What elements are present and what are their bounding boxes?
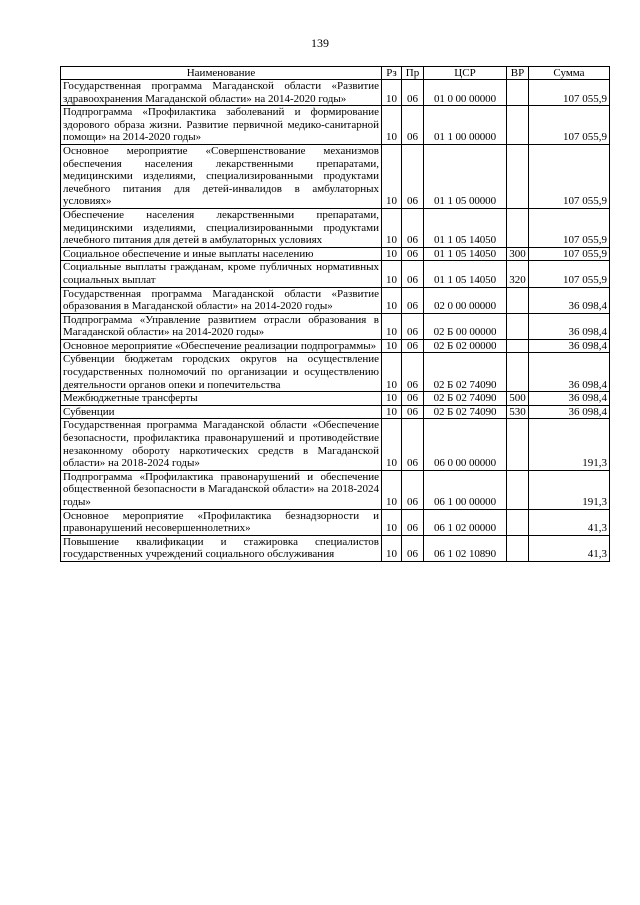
cell-name: Государственная программа Магаданской области «Обеспечение безопасности, профилактика правонарушений и противодействие незаконному обороту наркотических средств в Магаданской области» на 2018-2024 годы» (61, 419, 382, 470)
cell-sum: 191,3 (529, 470, 610, 509)
cell-rz: 10 (382, 405, 402, 419)
table-row (61, 392, 610, 406)
cell-pr: 06 (402, 106, 424, 145)
cell-vr (507, 80, 529, 106)
cell-vr (507, 419, 529, 470)
cell-csr: 06 1 02 00000 (424, 509, 507, 535)
cell-pr: 06 (402, 470, 424, 509)
cell-pr: 06 (402, 353, 424, 392)
cell-pr: 06 (402, 419, 424, 470)
table-row (61, 287, 610, 313)
cell-csr: 02 Б 02 74090 (424, 405, 507, 419)
cell-sum: 36 098,4 (529, 353, 610, 392)
cell-vr (507, 313, 529, 339)
cell-name: Повышение квалификации и стажировка специалистов государственных учреждений социального обслуживания (61, 535, 382, 561)
cell-name: Субвенции бюджетам городских округов на осуществление государственных полномочий по организации и осуществлению деятельности органов опеки и попечительства (61, 353, 382, 392)
cell-rz: 10 (382, 106, 402, 145)
cell-sum: 107 055,9 (529, 247, 610, 261)
cell-pr: 06 (402, 261, 424, 287)
cell-sum: 107 055,9 (529, 106, 610, 145)
table-row (61, 144, 610, 208)
cell-pr: 06 (402, 208, 424, 247)
cell-pr: 06 (402, 339, 424, 353)
cell-csr: 01 1 05 14050 (424, 247, 507, 261)
table-row (61, 405, 610, 419)
cell-name: Подпрограмма «Профилактика заболеваний и формирование здорового образа жизни. Развитие первичной медико-санитарной помощи» на 2014-2020 годы» (61, 106, 382, 145)
cell-csr: 01 1 00 00000 (424, 106, 507, 145)
cell-csr: 02 Б 02 74090 (424, 353, 507, 392)
cell-name: Обеспечение населения лекарственными препаратами, медицинскими изделиями, специализированными продуктами лечебного питания для детей в амбулаторных условиях (61, 208, 382, 247)
header-csr: ЦСР (424, 67, 507, 80)
cell-rz: 10 (382, 392, 402, 406)
cell-csr: 06 1 02 10890 (424, 535, 507, 561)
cell-vr (507, 339, 529, 353)
page-number: 139 (311, 36, 329, 50)
cell-rz: 10 (382, 313, 402, 339)
budget-table (60, 66, 610, 562)
cell-pr: 06 (402, 535, 424, 561)
cell-rz: 10 (382, 261, 402, 287)
cell-name: Государственная программа Магаданской области «Развитие образования в Магаданской области» на 2014-2020 годы» (61, 287, 382, 313)
cell-sum: 107 055,9 (529, 80, 610, 106)
cell-pr: 06 (402, 144, 424, 208)
table-header-row (61, 67, 610, 80)
cell-csr: 01 0 00 00000 (424, 80, 507, 106)
cell-pr: 06 (402, 80, 424, 106)
table-row (61, 208, 610, 247)
cell-vr (507, 470, 529, 509)
cell-rz: 10 (382, 470, 402, 509)
table-row (61, 106, 610, 145)
header-rz: Рз (382, 67, 402, 80)
cell-vr (507, 287, 529, 313)
cell-vr (507, 208, 529, 247)
cell-csr: 06 0 00 00000 (424, 419, 507, 470)
table-row (61, 535, 610, 561)
cell-csr: 01 1 05 14050 (424, 261, 507, 287)
cell-name: Социальные выплаты гражданам, кроме публичных нормативных социальных выплат (61, 261, 382, 287)
cell-rz: 10 (382, 208, 402, 247)
cell-sum: 36 098,4 (529, 313, 610, 339)
cell-rz: 10 (382, 353, 402, 392)
header-name: Наименование (61, 67, 382, 80)
cell-sum: 41,3 (529, 509, 610, 535)
table-row (61, 247, 610, 261)
cell-sum: 36 098,4 (529, 392, 610, 406)
cell-sum: 36 098,4 (529, 339, 610, 353)
cell-csr: 02 Б 00 00000 (424, 313, 507, 339)
cell-vr (507, 509, 529, 535)
cell-pr: 06 (402, 392, 424, 406)
cell-name: Основное мероприятие «Совершенствование механизмов обеспечения населения лекарственными препаратами, медицинскими изделиями, специализированными продуктами лечебного питания для детей-инвалидов в амбулаторных условиях» (61, 144, 382, 208)
table-row (61, 261, 610, 287)
cell-sum: 107 055,9 (529, 208, 610, 247)
cell-vr (507, 353, 529, 392)
cell-name: Государственная программа Магаданской области «Развитие здравоохранения Магаданской области» на 2014-2020 годы» (61, 80, 382, 106)
cell-csr: 01 1 05 00000 (424, 144, 507, 208)
header-sum: Сумма (529, 67, 610, 80)
cell-rz: 10 (382, 287, 402, 313)
cell-rz: 10 (382, 339, 402, 353)
cell-rz: 10 (382, 419, 402, 470)
header-pr: Пр (402, 67, 424, 80)
cell-sum: 107 055,9 (529, 261, 610, 287)
table-row (61, 470, 610, 509)
cell-csr: 02 0 00 00000 (424, 287, 507, 313)
cell-rz: 10 (382, 144, 402, 208)
cell-rz: 10 (382, 509, 402, 535)
table-body (61, 80, 610, 562)
table-row (61, 509, 610, 535)
cell-sum: 107 055,9 (529, 144, 610, 208)
cell-name: Субвенции (61, 405, 382, 419)
cell-name: Основное мероприятие «Обеспечение реализации подпрограммы» (61, 339, 382, 353)
table-row (61, 419, 610, 470)
cell-pr: 06 (402, 509, 424, 535)
cell-vr: 320 (507, 261, 529, 287)
cell-name: Социальное обеспечение и иные выплаты населению (61, 247, 382, 261)
cell-csr: 06 1 00 00000 (424, 470, 507, 509)
cell-vr: 300 (507, 247, 529, 261)
cell-pr: 06 (402, 287, 424, 313)
table-row (61, 313, 610, 339)
cell-vr (507, 106, 529, 145)
cell-vr: 530 (507, 405, 529, 419)
cell-rz: 10 (382, 80, 402, 106)
cell-pr: 06 (402, 247, 424, 261)
cell-csr: 02 Б 02 74090 (424, 392, 507, 406)
cell-name: Подпрограмма «Профилактика правонарушений и обеспечение общественной безопасности в Магаданской области» на 2018-2024 годы» (61, 470, 382, 509)
cell-sum: 36 098,4 (529, 405, 610, 419)
cell-sum: 36 098,4 (529, 287, 610, 313)
cell-name: Подпрограмма «Управление развитием отрасли образования в Магаданской области» на 2014-2020 годы» (61, 313, 382, 339)
table-row (61, 353, 610, 392)
cell-name: Межбюджетные трансферты (61, 392, 382, 406)
cell-csr: 02 Б 02 00000 (424, 339, 507, 353)
cell-vr: 500 (507, 392, 529, 406)
cell-sum: 191,3 (529, 419, 610, 470)
header-vr: ВР (507, 67, 529, 80)
cell-sum: 41,3 (529, 535, 610, 561)
cell-vr (507, 144, 529, 208)
table-row (61, 339, 610, 353)
cell-pr: 06 (402, 405, 424, 419)
cell-name: Основное мероприятие «Профилактика безнадзорности и правонарушений несовершеннолетних» (61, 509, 382, 535)
cell-pr: 06 (402, 313, 424, 339)
cell-rz: 10 (382, 247, 402, 261)
table-row (61, 80, 610, 106)
cell-rz: 10 (382, 535, 402, 561)
cell-csr: 01 1 05 14050 (424, 208, 507, 247)
cell-vr (507, 535, 529, 561)
